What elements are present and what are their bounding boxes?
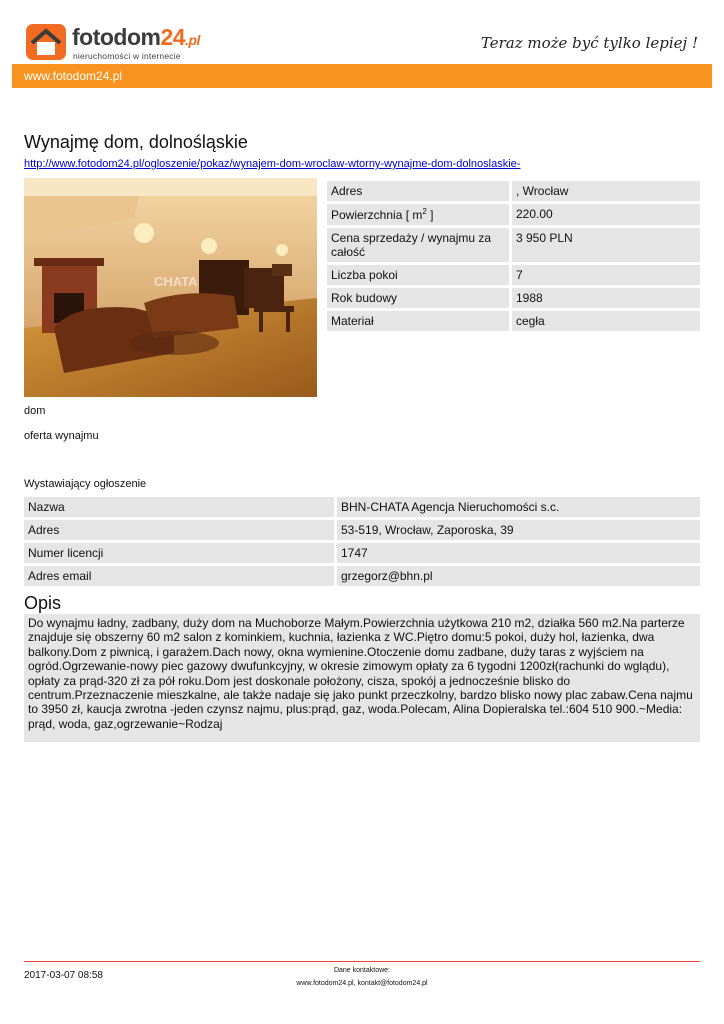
seller-label: Adres	[24, 520, 334, 540]
seller-table	[24, 494, 700, 589]
footer-contact: www.fotodom24.pl, kontakt@fotodom24.pl	[296, 980, 428, 987]
property-value: 3 950 PLN	[509, 228, 700, 262]
logo-number-text: 24	[160, 24, 186, 50]
table-row	[327, 228, 700, 262]
footer-date: 2017-03-07 08:58	[24, 970, 103, 981]
logo-tld-text: .pl	[185, 32, 200, 48]
area-label-end: ]	[426, 208, 434, 222]
living-room-photo	[24, 178, 317, 397]
seller-label: Adres email	[24, 566, 334, 586]
seller-label: Numer licencji	[24, 543, 334, 563]
table-row	[327, 265, 700, 285]
property-value: 1988	[509, 288, 700, 308]
site-url-link[interactable]: www.fotodom24.pl	[24, 69, 123, 83]
footer-divider	[24, 961, 700, 962]
seller-value: BHN-CHATA Agencja Nieruchomości s.c.	[334, 497, 700, 517]
property-details-table	[327, 178, 700, 334]
photo-watermark: CHATA	[154, 274, 198, 289]
seller-label: Nazwa	[24, 497, 334, 517]
property-label: Rok budowy	[327, 288, 509, 308]
property-label: Cena sprzedaży / wynajmu za całość	[327, 228, 509, 262]
listing-photo	[24, 178, 317, 397]
logo-wordmark	[72, 24, 200, 51]
house-logo-icon	[24, 22, 68, 62]
property-value: 7	[509, 265, 700, 285]
footer-contact-label: Dane kontaktowe:	[333, 967, 391, 974]
fotodom24-logo[interactable]	[24, 22, 224, 64]
listing-title: Wynajmę dom, dolnośląskie	[24, 132, 248, 152]
description-heading: Opis	[24, 593, 62, 613]
property-value: cegła	[509, 311, 700, 331]
site-url-bar	[12, 64, 712, 88]
offer-type: oferta wynajmu	[24, 430, 99, 442]
area-label-superscript: 2	[422, 207, 427, 216]
description-text: Do wynajmu ładny, zadbany, duży dom na Muchoborze Małym.Powierzchnia użytkowa 210 m2, działka 560 m2.Na parterze znajduje się obszerny 60 m2 salon z kominkiem, kuchnia, łazienka z WC.Piętro domu:5 pokoi, duży hol, łazienka, dwa balkony.Dom z piwnicą, i garażem.Dach nowy, okna wymienine.Otoczenie domu zadbane, duży taras z wyjściem na ogród.Ogrzewanie-nowy piec gazowy dwufunkcyjny, w okresie zimowym opłaty za 6 tygodni 1200zł(rachunki do wglądu), opłaty za prąd-320 zł za pół roku.Dom jest doskonale położony, cisza, spokój a jednocześnie blisko do centrum.Przeznaczenie mieszkalne, ale także nadaje się jako punkt przeczkolny, bardzo blisko nowy plac zabaw.Cena najmu to 3950 zł, kaucja zwrotna -jeden czynsz najmu, plus:prąd, gaz, woda.Polecam, Alina Dopieralska tel.:604 510 900.~Media: prąd, woda, gaz,ogrzewanie~Rodzaj	[24, 614, 700, 742]
seller-heading: Wystawiający ogłoszenie	[24, 478, 147, 490]
seller-value: 1747	[334, 543, 700, 563]
property-label: Adres	[327, 181, 509, 201]
page-header	[0, 0, 724, 92]
seller-value: 53-519, Wrocław, Zaporoska, 39	[334, 520, 700, 540]
property-value: 220.00	[509, 204, 700, 225]
table-row	[327, 181, 700, 201]
property-label: Liczba pokoi	[327, 265, 509, 285]
tagline: Teraz może być tylko lepiej !	[480, 34, 698, 52]
table-row	[327, 288, 700, 308]
area-label-text: Powierzchnia [ m	[331, 208, 423, 222]
table-row	[24, 566, 700, 586]
property-type: dom	[24, 405, 46, 417]
logo-main-text: fotodom	[72, 24, 161, 50]
table-row	[24, 497, 700, 517]
table-row	[327, 204, 700, 225]
table-row	[327, 311, 700, 331]
table-row	[24, 520, 700, 540]
property-label: Materiał	[327, 311, 509, 331]
listing-url-link[interactable]: http://www.fotodom24.pl/ogloszenie/pokaz/wynajem-dom-wroclaw-wtorny-wynajme-dom-dolnoslaskie-	[24, 158, 521, 170]
property-label	[327, 204, 509, 225]
logo-subtitle: nieruchomości w internecie	[73, 51, 181, 61]
table-row	[24, 543, 700, 563]
property-value: , Wrocław	[509, 181, 700, 201]
seller-email[interactable]: grzegorz@bhn.pl	[334, 566, 700, 586]
